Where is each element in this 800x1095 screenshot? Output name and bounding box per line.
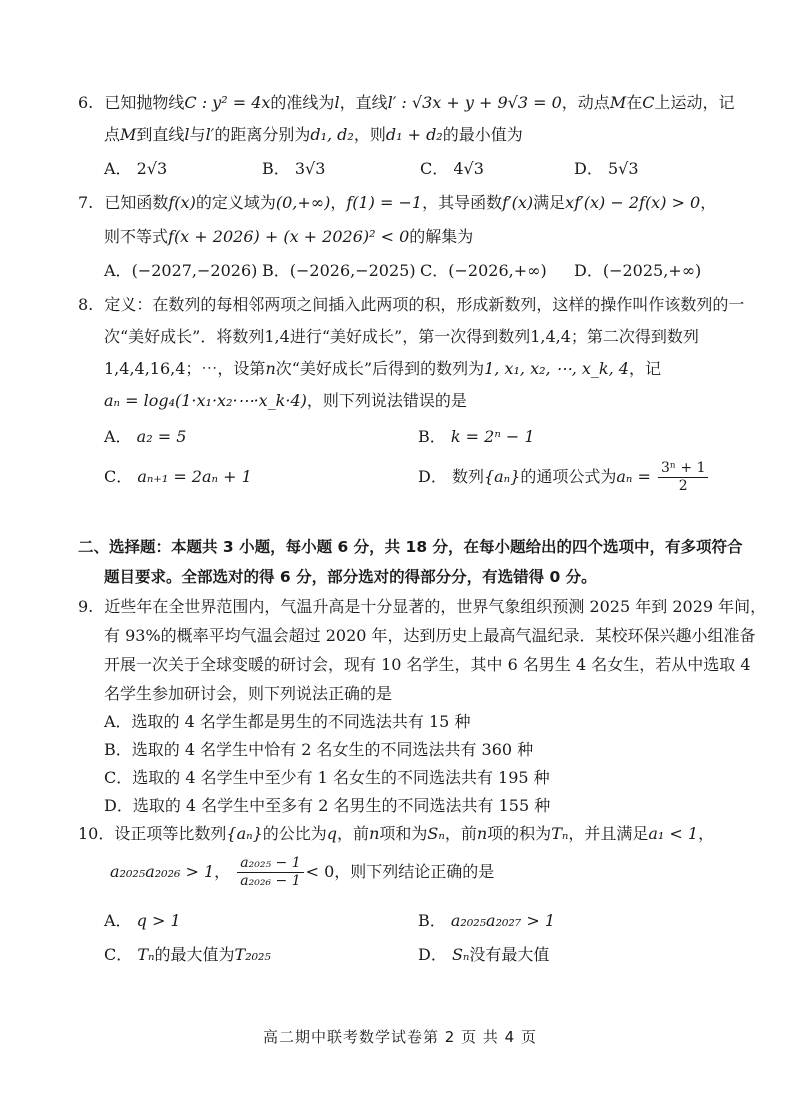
option-b: B． 3√3	[262, 159, 326, 178]
question-number: 9.	[78, 597, 94, 616]
fraction: $\frac{\text{a₂₀₂₅ − 1}}{\text{a₂₀₂₆ − 1}}$	[237, 855, 303, 890]
question-number: 10．	[78, 824, 115, 843]
option-a: A．选取的 4 名学生都是男生的不同选法共有 15 种	[104, 712, 471, 731]
fraction: $\frac{\text{3ⁿ + 1}}{2}$	[658, 460, 709, 495]
option-b: B．选取的 4 名学生中恰有 2 名女生的不同选法共有 360 种	[104, 740, 534, 759]
option-a: A． a₂ = 5	[104, 427, 187, 446]
option-b: B． k = 2ⁿ − 1	[418, 427, 535, 446]
option-d: D． 5√3	[574, 159, 639, 178]
option-c: C．选取的 4 名学生中至少有 1 名女生的不同选法共有 195 种	[104, 768, 550, 787]
page-footer: 高二期中联考数学试卷第 2 页 共 4 页	[263, 1028, 537, 1046]
option-d: D． Sₙ没有最大值	[418, 945, 550, 964]
option-d: D．选取的 4 名学生中至多有 2 名男生的不同选法共有 155 种	[104, 796, 551, 815]
question-number: 8.	[78, 295, 94, 314]
option-a: A． 2√3	[104, 159, 168, 178]
option-c: C． 4√3	[420, 159, 484, 178]
option-d: D． 数列{aₙ}的通项公式为aₙ = $\frac{\text{3ⁿ + 1}}{2}$	[418, 458, 710, 496]
option-a: A．(−2027,−2026)	[104, 261, 258, 280]
question-number: 7.	[78, 193, 94, 212]
question-number: 6.	[78, 93, 94, 112]
option-b: B． a₂₀₂₅a₂₀₂₇ > 1	[418, 911, 556, 930]
exam-page: 6. 已知抛物线C : y² = 4x的准线为l，直线l′ : √3x + y + 9√3 = 0，动点M在C上运动，记 点M到直线l与l′的距离分别为d₁, d₂，则d₁ + d₂的最小值为 A． 2√3 B． 3√3 C． 4√3 D． 5√3 7. 已知函数f(x)的定义域为(0,+∞)，f(1) = −1，其导函数f′(x)满足xf′(x) − 2f(x) > 0， 则不等式f(x + 2026) + (x + 2026)² < 0的解集为 A．(−2027,−2026) B．(−2026,−2025) C．(−2026,+∞) D．(−2025,+∞) 8. 定义：在数列的每相邻两项之间插入此两项的积，形成新数列，这样的操作叫作该数列的一 次“美好成长”．将数列1,4进行“美好成长”，第一次得到数列1,4,4；第二次得到数列 1,4,4,16,4；⋯，设第n次“美好成长”后得到的数列为1, x₁, x₂, ⋯, x_k, 4，记 aₙ = log₄(1·x₁·x₂·⋯·x_k·4)，则下列说法错误的是 A． a₂ = 5 B． k = 2ⁿ − 1 C． aₙ₊₁ = 2aₙ + 1 D． 数列{aₙ}的通项公式为aₙ = $\frac{\text{3ⁿ + 1}}{2}$ 二、选择题：本题共 3 小题，每小题 6 分，共 18 分，在每小题给出的四个选项中，有多项符合 题目要求。全部选对的得 6 分，部分选对的得部分分，有选错得 0 分。 9. 近些年在全世界范围内，气温升高是十分显著的，世界气象组织预测 2025 年到 2029 年间， 有 93%的概率平均气温会超过 2020 年，达到历史上最高气温纪录．某校环保兴趣小组准备 开展一次关于全球变暖的研讨会，现有 10 名学生，其中 6 名男生 4 名女生，若从中选取 4 名学生参加研讨会，则下列说法正确的是 A．选取的 4 名学生都是男生的不同选法共有 15 种 B．选取的 4 名学生中恰有 2 名女生的不同选法共有 360 种 C．选取的 4 名学生中至少有 1 名女生的不同选法共有 195 种 D．选取的 4 名学生中至多有 2 名男生的不同选法共有 155 种 10．设正项等比数列{aₙ}的公比为q，前n项和为Sₙ，前n项的积为Tₙ，并且满足a₁ < 1， a₂₀₂₅a₂₀₂₆ > 1， $\frac{\text{a₂₀₂₅ − 1}}{\text{a₂₀₂₆ − 1}}$ < 0，则下列结论正确的是 A． q > 1 B． a₂₀₂₅a₂₀₂₇ > 1 C． Tₙ的最大值为T₂₀₂₅ D． Sₙ没有最大值 高二期中联考数学试卷第 2 页 共 4 页	[0, 0, 800, 1095]
option-b: B．(−2026,−2025)	[262, 261, 416, 280]
option-a: A． q > 1	[104, 911, 181, 930]
option-c: C． Tₙ的最大值为T₂₀₂₅	[104, 945, 271, 964]
option-c: C．(−2026,+∞)	[420, 261, 547, 280]
option-c: C． aₙ₊₁ = 2aₙ + 1	[104, 467, 252, 486]
option-d: D．(−2025,+∞)	[574, 261, 702, 280]
